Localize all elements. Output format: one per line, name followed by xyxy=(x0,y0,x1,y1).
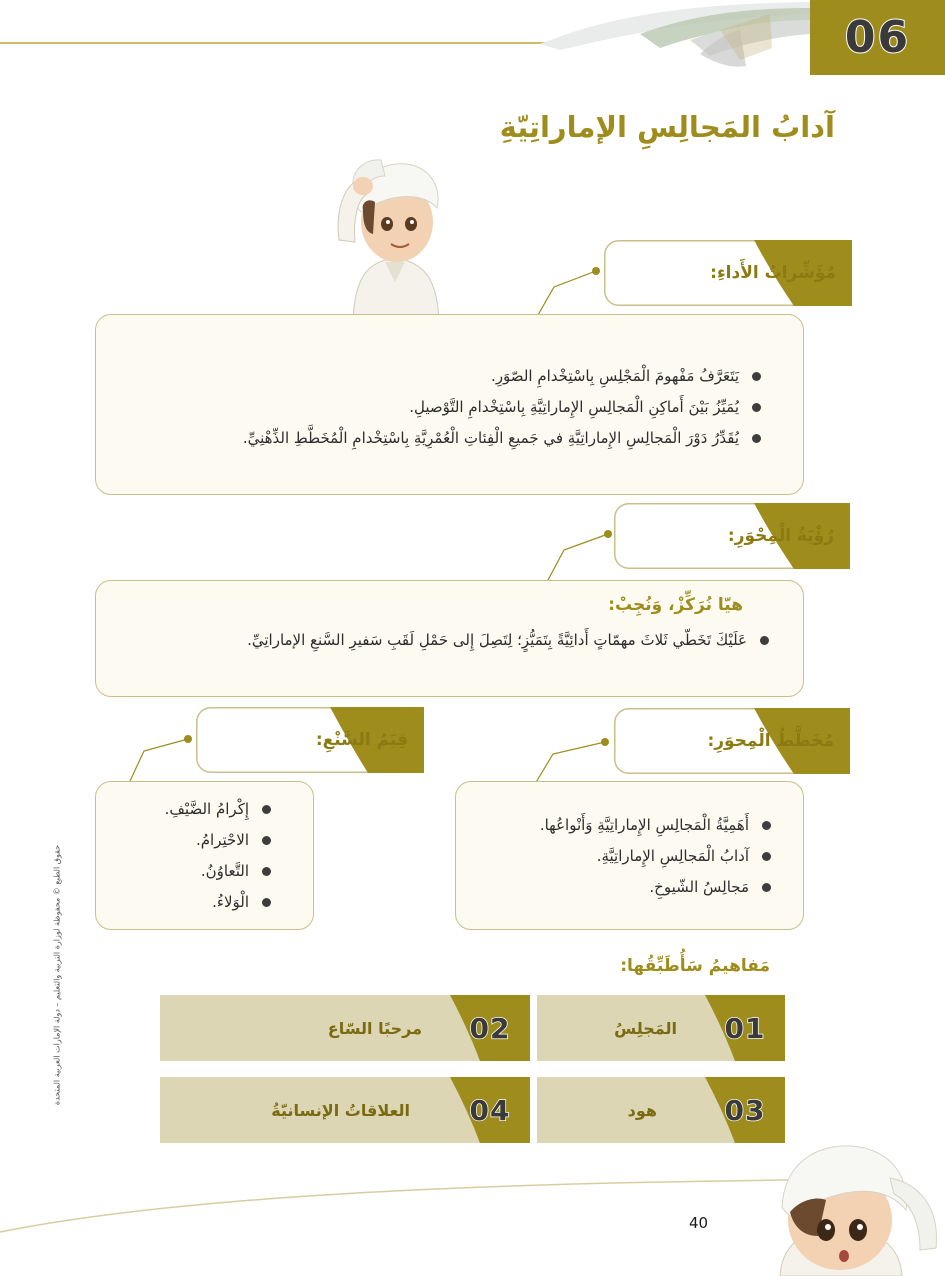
flag-swoosh-icon xyxy=(540,0,820,80)
axis-plan-box xyxy=(455,781,804,930)
copyright-text: حقوق الطبع © محفوظة لوزارة التربية والتعليم – دولة الإمارات العربية المتحدة xyxy=(52,844,62,1106)
concept-label: العلاقاتُ الإنسانيّةُ xyxy=(271,1100,410,1120)
page-title: آدابُ المَجالِسِ الإماراتِيّةِ xyxy=(499,110,835,144)
concept-label: هود xyxy=(627,1100,657,1120)
concept-number: 01 xyxy=(724,1011,766,1045)
boy-illustration-icon xyxy=(325,150,465,320)
concept-label: المَجلِسُ xyxy=(614,1018,677,1038)
concept-number: 03 xyxy=(724,1093,766,1127)
indicators-box xyxy=(95,314,804,495)
vision-text: عَلَيْكَ تَخَطّي ثَلاثَ مهمّاتٍ أَدائِيَّةً بِتَمَيُّزٍ؛ لِتَصِلَ إِلى حَمْلِ لَقَبِ سَفيرِ السَّنعِ الإماراتِيِّ. xyxy=(114,625,771,656)
vision-box xyxy=(95,580,804,697)
sanaa-value-item: التَّعاوُنُ. xyxy=(165,856,273,887)
vision-title: هيّا نُرَكِّزْ، وَنُجِبْ: xyxy=(608,595,743,615)
sanaa-value-item: إِكْرامُ الضَّيْفِ. xyxy=(165,794,273,825)
connector-line xyxy=(122,733,198,785)
sanaa-values-box xyxy=(95,781,314,930)
concept-label: مرحبًا السّاع xyxy=(327,1018,422,1038)
indicators-label: مُؤَشِّراتُ الأَداءِ: xyxy=(710,263,836,283)
sanaa-values-label: قِيَمُ السَّنْعِ: xyxy=(315,730,408,750)
connector-line xyxy=(540,528,620,583)
sanaa-value-item: الاحْتِرامُ. xyxy=(165,825,273,856)
boy-face-illustration-icon xyxy=(760,1138,945,1276)
sanaa-value-item: الْوَلاءُ. xyxy=(165,887,273,918)
vision-label: رُؤْيَةُ الْمِحْوَرِ: xyxy=(727,526,834,546)
axis-plan-item: آدابُ الْمَجالِسِ الإِماراتِيَّةِ. xyxy=(540,841,773,872)
concept-card xyxy=(160,995,530,1061)
indicators-tag xyxy=(604,240,852,306)
page-number: 40 xyxy=(689,1214,709,1232)
header-rule xyxy=(0,42,560,44)
sanaa-values-tag xyxy=(196,707,424,773)
connector-line xyxy=(530,265,610,320)
concepts-heading: مَفاهيمُ سَأُطَبِّقُها: xyxy=(620,956,770,976)
axis-plan-item: أَهَمِيَّةُ الْمَجالِسِ الإِماراتِيَّةِ وَأَنْواعُها. xyxy=(540,810,773,841)
chapter-number: 06 xyxy=(844,12,911,63)
indicator-item: يُمَيِّزُ بَيْنَ أَماكِنِ الْمَجالِسِ الإِماراتِيَّةِ بِاسْتِخْدامِ التَّوْصيلِ. xyxy=(243,392,763,423)
concept-number: 04 xyxy=(469,1093,511,1127)
axis-plan-tag xyxy=(614,708,850,774)
chapter-tab xyxy=(810,0,945,75)
concept-number: 02 xyxy=(469,1011,511,1045)
axis-plan-label: مُخَطَّطُ الْمِحوَرِ: xyxy=(707,731,834,751)
concept-card xyxy=(537,1077,785,1143)
vision-tag xyxy=(614,503,850,569)
copyright-note xyxy=(50,785,64,1165)
indicator-item: يَتَعَرَّفُ مَفْهومَ الْمَجْلِسِ بِاسْتِخْدامِ الصّوَرِ. xyxy=(243,361,763,392)
indicator-item: يُقَدِّرُ دَوْرَ الْمَجالِسِ الإِماراتِيَّةِ في جَميعِ الْفِئاتِ الْعُمْرِيَّةِ بِاسْتِخْدامِ الْمُخَطَّطِ الذِّهْنِيِّ. xyxy=(243,423,763,454)
concept-card xyxy=(537,995,785,1061)
concept-card xyxy=(160,1077,530,1143)
axis-plan-item: مَجالِسُ الشّيوخِ. xyxy=(540,872,773,903)
